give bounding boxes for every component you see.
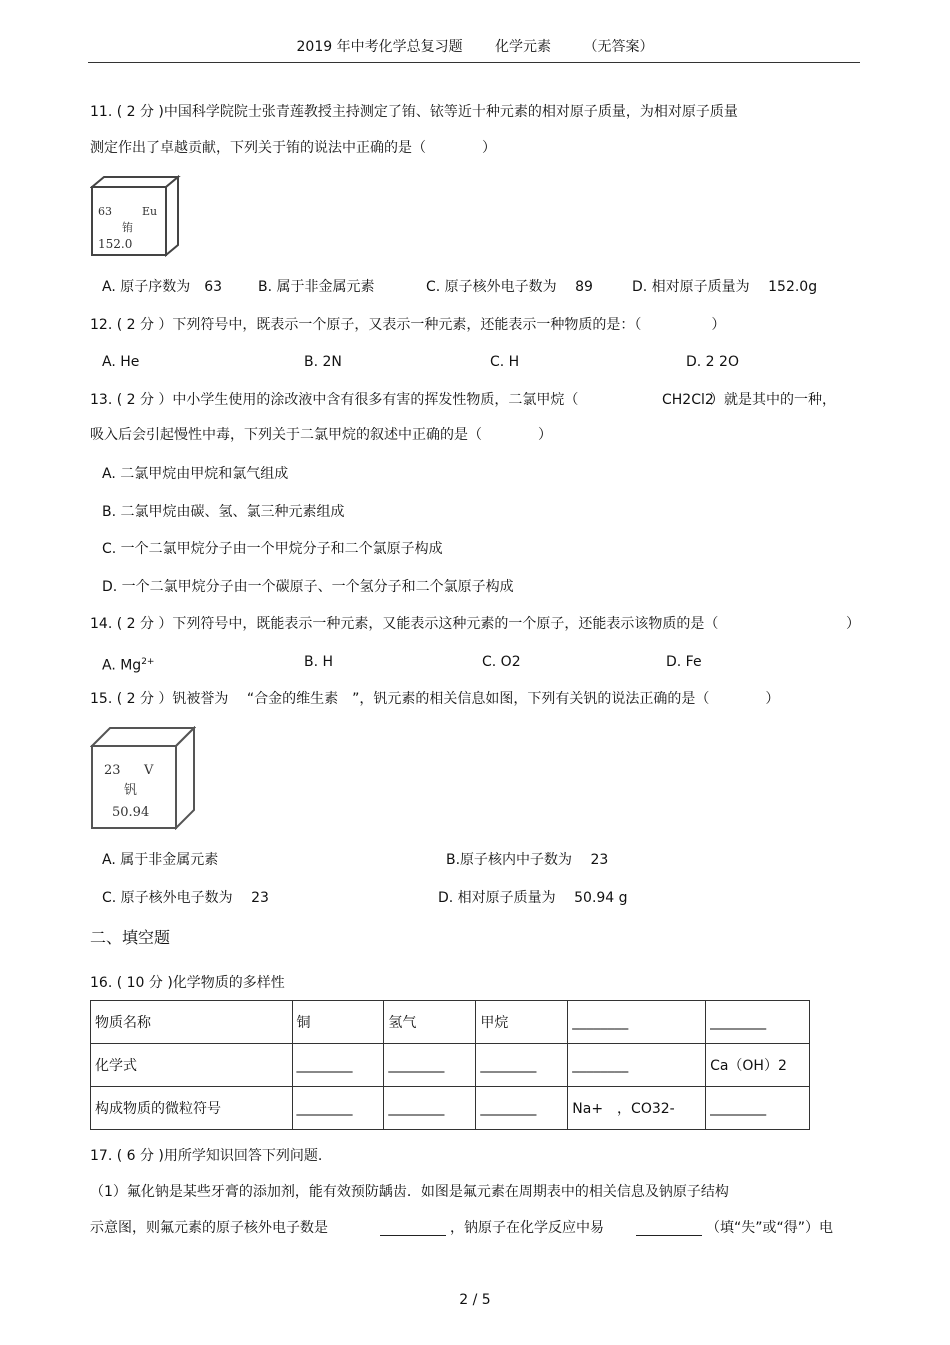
q16-line1: 16. ( 10 分 )化学物质的多样性 bbox=[90, 975, 285, 991]
q17-line2: （1）氟化钠是某些牙膏的添加剂，能有效预防龋齿．如图是氟元素在周期表中的相关信息及钠原子结构 bbox=[90, 1184, 729, 1200]
q12-line1: 12. ( 2 分 ）下列符号中，既表示一个原子，又表示一种元素，还能表示一种物质的是：（ ） bbox=[90, 317, 726, 333]
table-cell: 物质名称 bbox=[91, 1001, 293, 1044]
eu-name: 铕 bbox=[122, 221, 133, 234]
q15-line1: 15. ( 2 分 ）钒被誉为 “合金的维生素 ”，钒元素的相关信息如图，下列有关钒的说法正确的是（ ） bbox=[90, 691, 780, 707]
q11-option-a: A. 原子序数为 63 bbox=[102, 279, 223, 295]
table-cell: 化学式 bbox=[91, 1044, 293, 1087]
q11-line2: 测定作出了卓越贡献，下列关于铕的说法中正确的是（ ） bbox=[90, 140, 496, 156]
q15-option-b: B.原子核内中子数为 23 bbox=[446, 852, 609, 868]
header-rule bbox=[88, 62, 860, 63]
q14-option-a-charge: 2+ bbox=[141, 657, 155, 667]
q11-option-d: D. 相对原子质量为 152.0g bbox=[632, 279, 818, 295]
eu-mass: 152.0 bbox=[98, 237, 133, 251]
table-row bbox=[91, 1087, 810, 1130]
q12-option-a: A. He bbox=[102, 354, 140, 370]
table-cell: ________ bbox=[476, 1087, 568, 1130]
table-cell: ________ bbox=[476, 1044, 568, 1087]
q11-option-c: C. 原子核外电子数为 89 bbox=[426, 279, 593, 295]
page-header bbox=[0, 36, 950, 56]
q17-line3b: ，钠原子在化学反应中易 bbox=[450, 1220, 604, 1236]
table-cell: ________ bbox=[292, 1044, 384, 1087]
table-row bbox=[91, 1001, 810, 1044]
table-row bbox=[91, 1044, 810, 1087]
header-topic: 化学元素 bbox=[495, 39, 552, 55]
table-cell: ________ bbox=[384, 1044, 476, 1087]
q15-option-d: D. 相对原子质量为 50.94 g bbox=[438, 890, 628, 906]
blank-line bbox=[380, 1221, 446, 1236]
q13-line1b: ）就是其中的一种， bbox=[710, 392, 836, 408]
blank-line bbox=[636, 1221, 702, 1236]
q14-line1: 14. ( 2 分 ）下列符号中，既能表示一种元素，又能表示这种元素的一个原子，还能表示该物质的是（ bbox=[90, 616, 719, 632]
q14-option-d: D. Fe bbox=[666, 654, 702, 670]
q13-line1a: 13. ( 2 分 ）中小学生使用的涂改液中含有很多有害的挥发性物质，二氯甲烷（ bbox=[90, 392, 579, 408]
table-cell: 甲烷 bbox=[476, 1001, 568, 1044]
q12-option-d: D. 2 2O bbox=[686, 354, 739, 370]
q12-option-b: B. 2N bbox=[304, 354, 342, 370]
q14-option-a bbox=[102, 652, 154, 676]
q11-option-b: B. 属于非金属元素 bbox=[258, 279, 375, 295]
q14-option-b: B. H bbox=[304, 654, 334, 670]
v-symbol: V bbox=[144, 763, 154, 778]
q13-formula: CH2Cl2 bbox=[662, 392, 714, 408]
table-cell: 铜 bbox=[292, 1001, 384, 1044]
v-mass: 50.94 bbox=[112, 805, 150, 820]
q13-option-a: A. 二氯甲烷由甲烷和氯气组成 bbox=[102, 466, 289, 482]
eu-symbol: Eu bbox=[142, 205, 158, 218]
table-cell: Ca（OH）2 bbox=[706, 1044, 810, 1087]
v-name: 钒 bbox=[124, 783, 138, 798]
table-cell: 构成物质的微粒符号 bbox=[91, 1087, 293, 1130]
q17-line1: 17. ( 6 分 )用所学知识回答下列问题. bbox=[90, 1148, 323, 1164]
eu-element-card bbox=[90, 175, 182, 257]
q14-option-c: C. O2 bbox=[482, 654, 521, 670]
q15-option-c: C. 原子核外电子数为 23 bbox=[102, 890, 269, 906]
table-cell: ________ bbox=[384, 1087, 476, 1130]
table-cell: Na+ ，CO32- bbox=[568, 1087, 706, 1130]
q13-option-c: C. 一个二氯甲烷分子由一个甲烷分子和二个氯原子构成 bbox=[102, 541, 443, 557]
q15-option-a: A. 属于非金属元素 bbox=[102, 852, 219, 868]
table-cell: ________ bbox=[292, 1087, 384, 1130]
q17-blank-2[interactable] bbox=[636, 1220, 702, 1236]
q12-option-c: C. H bbox=[490, 354, 520, 370]
table-cell: ________ bbox=[568, 1001, 706, 1044]
q17-blank-1[interactable] bbox=[380, 1220, 446, 1236]
section-fill-in-title: 二、填空题 bbox=[90, 928, 171, 947]
q16-table bbox=[90, 1000, 810, 1130]
q17-line3a: 示意图，则氟元素的原子核外电子数是 bbox=[90, 1220, 328, 1236]
q14-close: ） bbox=[846, 616, 860, 632]
header-title: 2019 年中考化学总复习题 bbox=[296, 39, 463, 55]
q13-line2: 吸入后会引起慢性中毒，下列关于二氯甲烷的叙述中正确的是（ ） bbox=[90, 427, 552, 443]
v-number: 23 bbox=[104, 763, 121, 778]
q17-line3c: （填“失”或“得”）电 bbox=[706, 1220, 834, 1236]
q13-option-b: B. 二氯甲烷由碳、氢、氯三种元素组成 bbox=[102, 504, 345, 520]
table-cell: ________ bbox=[706, 1087, 810, 1130]
table-cell: ________ bbox=[568, 1044, 706, 1087]
eu-number: 63 bbox=[98, 205, 112, 218]
header-note: （无答案） bbox=[583, 39, 654, 55]
v-element-card bbox=[90, 726, 196, 830]
page-number: 2 / 5 bbox=[459, 1292, 491, 1308]
q13-option-d: D. 一个二氯甲烷分子由一个碳原子、一个氢分子和二个氯原子构成 bbox=[102, 579, 514, 595]
table-cell: ________ bbox=[706, 1001, 810, 1044]
q11-line1: 11. ( 2 分 )中国科学院院士张青莲教授主持测定了铕、铱等近十种元素的相对原子质量，为相对原子质量 bbox=[90, 104, 738, 120]
table-cell: 氢气 bbox=[384, 1001, 476, 1044]
q14-option-a-text: A. Mg bbox=[102, 657, 142, 674]
